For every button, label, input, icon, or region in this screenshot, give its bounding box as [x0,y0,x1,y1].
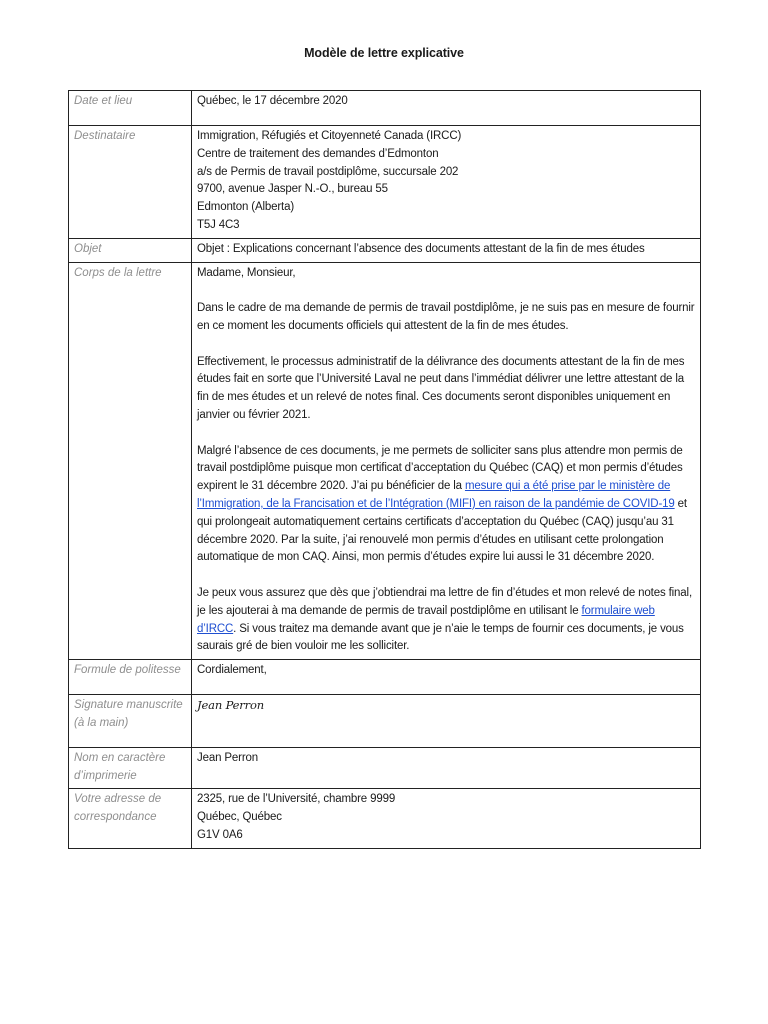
letter-body [192,262,701,660]
address-line: G1V 0A6 [197,828,243,841]
label-address: Votre adresse de correspondance [69,789,192,848]
letter-template-table [68,90,701,849]
printed-name-value: Jean Perron [192,748,701,789]
address-line: Québec, Québec [197,810,282,823]
mifi-measure-link[interactable]: mesure qui a été prise par le ministère de l’Immigration, de la Francisation et de l’Intégration (MIFI) en raison de la pandémie de COVID-19 [197,480,675,510]
address-line: 2325, rue de l’Université, chambre 9999 [197,793,396,806]
row-recipient [69,126,701,239]
date-value: Québec, le 17 décembre 2020 [192,91,701,126]
body-paragraph-1: Dans le cadre de ma demande de permis de travail postdiplôme, je ne suis pas en mesure de fournir en ce moment les documents officiels qui attestent de la fin de mes études. [197,302,695,332]
body-paragraph-4 [197,585,695,656]
handwritten-signature: Jean Perron [192,695,701,748]
row-date [69,91,701,126]
closing-value: Cordialement, [192,660,701,695]
body-paragraph-3 [197,443,695,568]
recipient-line: Edmonton (Alberta) [197,201,295,214]
row-address [69,789,701,848]
label-subject: Objet [69,238,192,262]
greeting: Madame, Monsieur, [197,266,296,279]
recipient-line: Immigration, Réfugiés et Citoyenneté Canada (IRCC) [197,130,462,142]
label-signature: Signature manuscrite (à la main) [69,695,192,748]
sender-address [192,789,701,848]
subject-value: Objet : Explications concernant l’absence des documents attestant de la fin de mes études [192,238,701,262]
body-paragraph-2: Effectivement, le processus administratif de la délivrance des documents attestant de la fin de mes études fait en sorte que l’Université Laval ne peut dans l’immédiat délivrer une lettre attestant de la fin de mes études et un relevé de notes final. Ces documents seront disponibles uniquement en janvier ou février 2021. [197,355,685,421]
label-body: Corps de la lettre [69,262,192,660]
ircc-web-form-link[interactable]: formulaire web d’IRCC [197,604,655,635]
paragraph-3-text-before: Malgré l’absence de ces documents, je me permets de solliciter sans plus attendre mon permis de travail postdiplôme puisque mon certificat d’acceptation du Québec (CAQ) et mon permis d’études expirent le 31 décembre 2020. J’ai pu bénéficier de la [197,444,683,493]
paragraph-4-text-before: Je peux vous assurez que dès que j’obtiendrai ma lettre de fin d’études et mon relevé de notes final, je les ajouterai à ma demande de permis de travail postdiplôme en utilisant le [197,586,692,617]
recipient-line: Centre de traitement des demandes d’Edmonton [197,147,439,160]
label-printed-name: Nom en caractère d’imprimerie [69,748,192,789]
row-body [69,262,701,660]
document-title: Modèle de lettre explicative [304,46,464,60]
recipient-line: T5J 4C3 [197,218,240,231]
recipient-line: 9700, avenue Jasper N.-O., bureau 55 [197,183,388,196]
row-signature [69,695,701,748]
row-printed-name [69,748,701,789]
recipient-line: a/s de Permis de travail postdiplôme, succursale 202 [197,165,459,178]
label-recipient: Destinataire [69,126,192,239]
row-closing [69,660,701,695]
label-date: Date et lieu [69,91,192,126]
paragraph-3-text-after: et qui prolongeait automatiquement certains certificats d’acceptation du Québec (CAQ) jusqu’au 31 décembre 2020. Par la suite, j’ai renouvelé mon permis d’études en utilisant cette prolongation automatique de mon CAQ. Ainsi, mon permis d’études expire lui aussi le 31 décembre 2020. [197,497,687,564]
paragraph-4-text-after: . Si vous traitez ma demande avant que je n’aie le temps de fournir ces documents, je vous saurais gré de bien vouloir me les solliciter. [197,622,684,653]
recipient-address [192,126,701,239]
label-closing: Formule de politesse [69,660,192,695]
row-subject [69,238,701,262]
